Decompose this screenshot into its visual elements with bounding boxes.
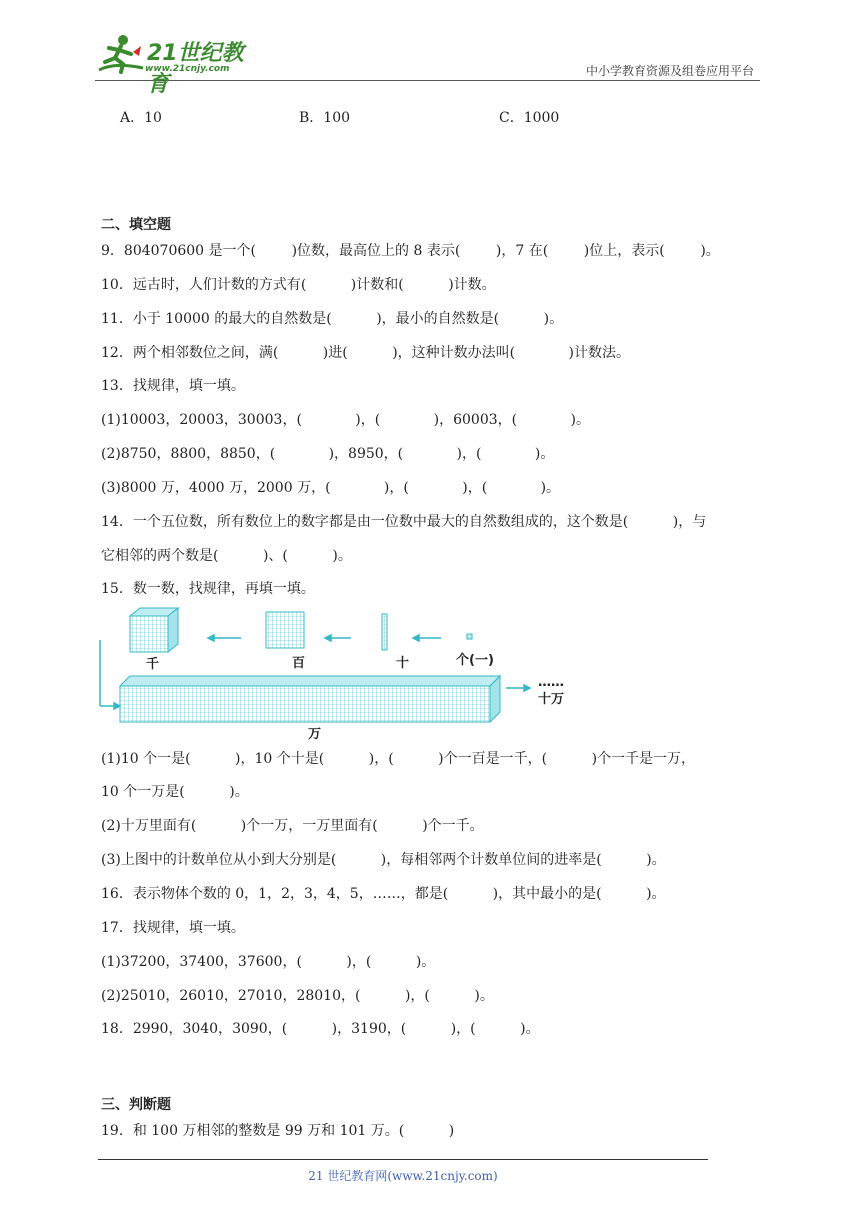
section-fill-title: 二、填空题: [101, 217, 171, 233]
question-14: 14．一个五位数，所有数位上的数字都是由一位数中最大的自然数组成的，这个数是( )，与: [101, 514, 707, 530]
option-c: C．1000: [499, 110, 560, 126]
question-15-1: (1)10 个一是( )，10 个十是( )，( )个一百是一千，( )个一千是一万，: [101, 751, 696, 767]
question-16: 16．表示物体个数的 0，1，2，3，4，5，……，都是( )，其中最小的是( )。: [101, 886, 666, 902]
question-10: 10．远古时，人们计数的方式有( )计数和( )计数。: [101, 277, 496, 293]
label-thousand: 千: [146, 657, 160, 672]
question-12: 12．两个相邻数位之间，满( )进( )，这种计数办法叫( )计数法。: [101, 345, 630, 361]
question-19: 19．和 100 万相邻的整数是 99 万和 101 万。( ): [101, 1123, 455, 1139]
question-18: 18．2990，3040，3090，( )，3190，( )，( )。: [101, 1021, 540, 1037]
question-15-1-cont: 10 个一万是( )。: [101, 784, 249, 800]
ten-rod: [382, 614, 387, 650]
question-15: 15．数一数，找规律，再填一填。: [101, 581, 315, 597]
label-hundred-thousand: 十万: [538, 692, 565, 707]
footer-text: 21 世纪教育网(www.21cnjy.com): [308, 1169, 498, 1183]
label-ten-thousand: 万: [308, 727, 322, 742]
runner-logo-icon: [95, 32, 147, 78]
question-11: 11．小于 10000 的最大的自然数是( )，最小的自然数是( )。: [101, 311, 564, 327]
thousand-cube: [130, 608, 178, 652]
counting-units-figure: [96, 604, 596, 744]
counting-units-diagram: [96, 604, 596, 744]
question-17-1: (1)37200，37400，37600，( )，( )。: [101, 954, 436, 970]
question-13-2: (2)8750，8800，8850，( )，8950，( )，( )。: [101, 446, 555, 462]
question-14-cont: 它相邻的两个数是( )、( )。: [101, 548, 352, 564]
platform-title: 中小学教育资源及组卷应用平台: [585, 64, 754, 78]
question-15-3: (3)上图中的计数单位从小到大分别是( )，每相邻两个计数单位间的进率是( )。: [101, 852, 666, 868]
option-b: B．100: [299, 110, 351, 126]
section-judge-title: 三、判断题: [101, 1097, 171, 1113]
label-hundred: 百: [292, 656, 306, 671]
question-13-1: (1)10003，20003，30003，( )，( )，60003，( )。: [101, 412, 590, 428]
hundred-flat: [266, 612, 304, 648]
question-9: 9．804070600 是一个( )位数，最高位上的 8 表示( )，7 在( )位上，表示( )。: [101, 243, 720, 259]
question-17-2: (2)25010，26010，27010，28010，( )，( )。: [101, 988, 494, 1004]
ten-thousand-bar: [120, 676, 500, 722]
logo: [95, 32, 265, 97]
option-a: A．10: [120, 110, 162, 126]
label-ellipsis: ……: [538, 675, 564, 690]
question-13: 13．找规律，填一填。: [101, 378, 245, 394]
question-15-2: (2)十万里面有( )个一万，一万里面有( )个一千。: [101, 818, 484, 834]
question-17: 17．找规律，填一填。: [101, 920, 245, 936]
one-cube: [467, 634, 472, 639]
label-one: 个(一): [456, 653, 494, 668]
logo-text: 21世纪教育: [147, 41, 244, 97]
label-ten: 十: [396, 656, 410, 671]
footer-divider: [98, 1159, 708, 1160]
page-header: [95, 32, 760, 97]
logo-url: www.21cnjy.com: [145, 64, 230, 74]
question-13-3: (3)8000 万，4000 万，2000 万，( )，( )，( )。: [101, 480, 561, 496]
